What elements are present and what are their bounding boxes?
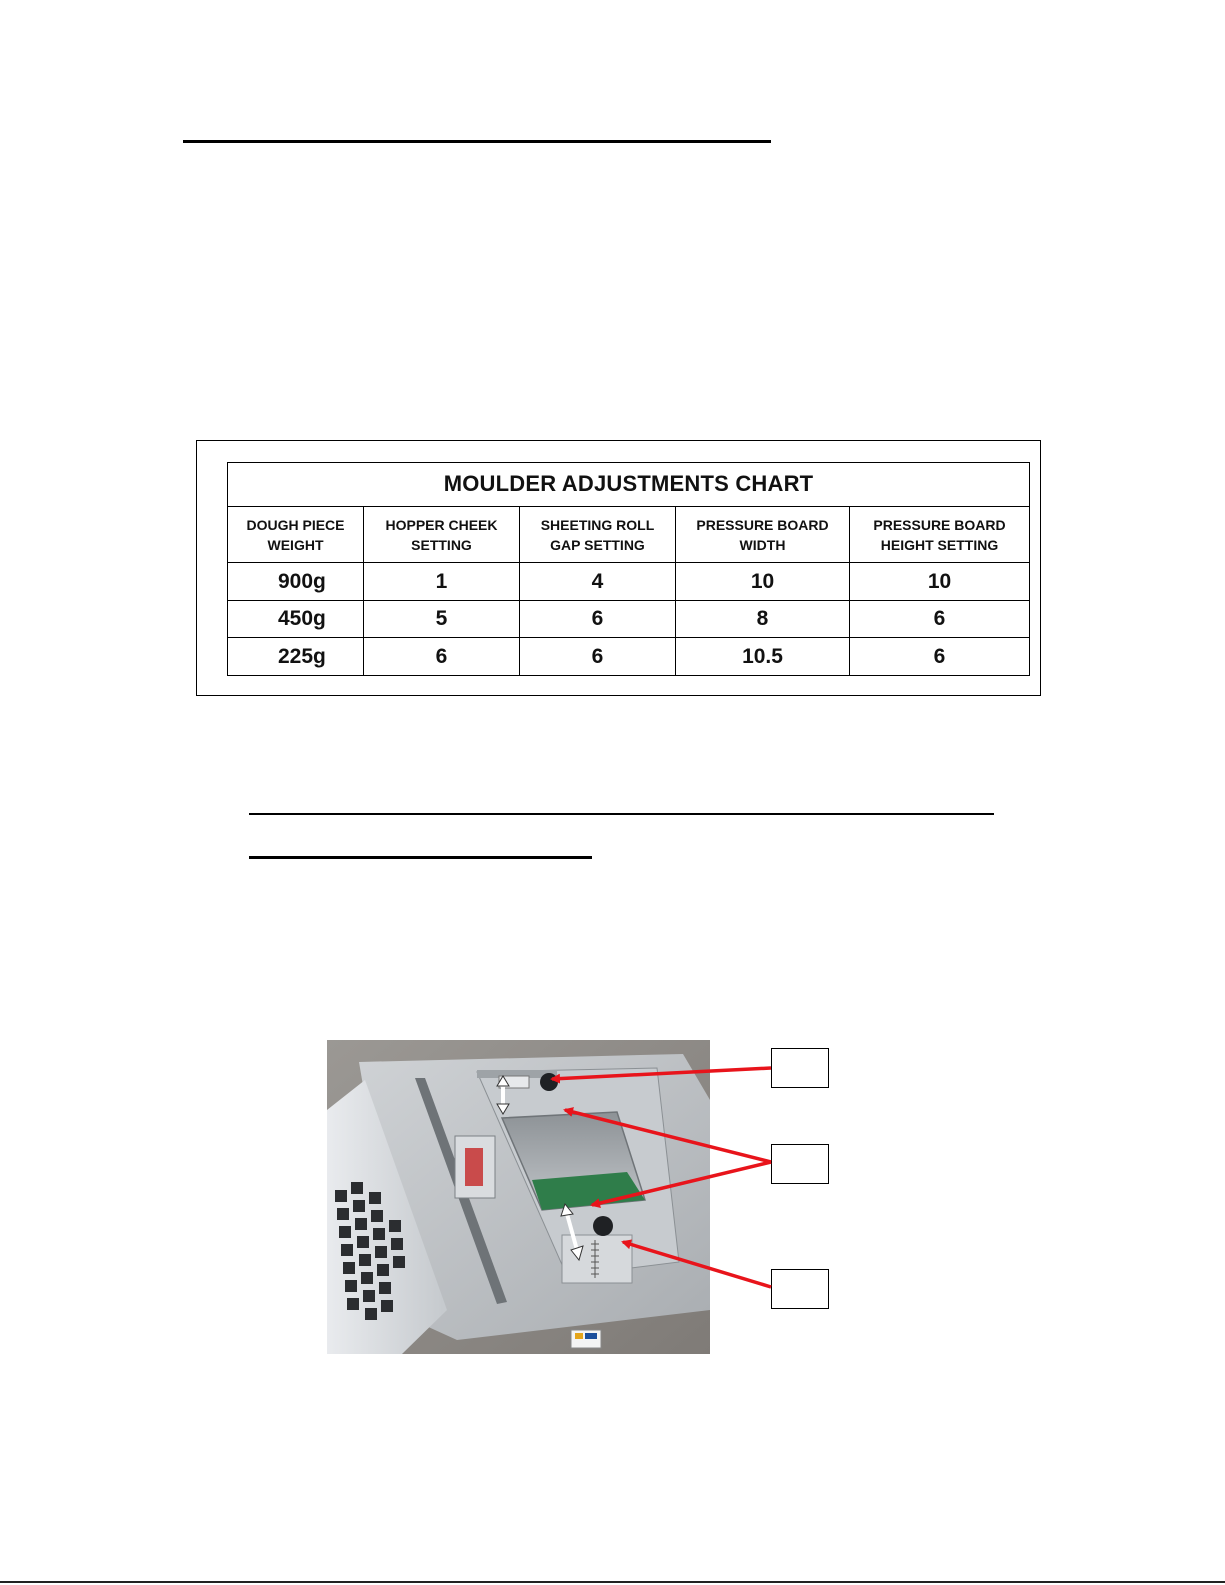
table-row: [228, 638, 1030, 676]
table-row: [228, 600, 1030, 638]
header-dough-piece-weight: DOUGH PIECE WEIGHT: [228, 506, 364, 563]
header-hopper-cheek-setting: HOPPER CHEEK SETTING: [364, 506, 520, 563]
header-sheeting-roll-gap: SHEETING ROLL GAP SETTING: [520, 506, 676, 563]
cell-weight: 450g: [228, 600, 364, 638]
cell-weight: 900g: [228, 563, 364, 601]
knob-icon: [499, 1073, 558, 1091]
cell-board-width: 8: [676, 600, 850, 638]
cell-hopper: 1: [364, 563, 520, 601]
cell-board-height: 6: [850, 638, 1030, 676]
cell-weight: 225g: [228, 638, 364, 676]
cell-board-width: 10.5: [676, 638, 850, 676]
header-pressure-board-width: PRESSURE BOARD WIDTH: [676, 506, 850, 563]
cell-hopper: 5: [364, 600, 520, 638]
machine-illustration: [327, 1040, 710, 1354]
chart-title: MOULDER ADJUSTMENTS CHART: [228, 463, 1030, 507]
callout-box-3: [771, 1269, 829, 1309]
cell-board-height: 10: [850, 563, 1030, 601]
cell-roll-gap: 6: [520, 600, 676, 638]
cell-board-width: 10: [676, 563, 850, 601]
knob-icon: [593, 1216, 613, 1236]
cell-roll-gap: 4: [520, 563, 676, 601]
moulder-hopper-photo: [327, 1040, 710, 1354]
subheading-underline-1: [249, 813, 994, 815]
callout-box-2: [771, 1144, 829, 1184]
header-pressure-board-height: PRESSURE BOARD HEIGHT SETTING: [850, 506, 1030, 563]
section-heading-underline: [183, 140, 771, 143]
cell-hopper: 6: [364, 638, 520, 676]
moulder-adjustments-chart: [196, 440, 1041, 696]
page-bottom-border: [0, 1581, 1225, 1583]
subheading-underline-2: [249, 856, 592, 859]
callout-box-1: [771, 1048, 829, 1088]
cell-board-height: 6: [850, 600, 1030, 638]
adjustments-table: [227, 462, 1030, 676]
cell-roll-gap: 6: [520, 638, 676, 676]
table-row: [228, 563, 1030, 601]
